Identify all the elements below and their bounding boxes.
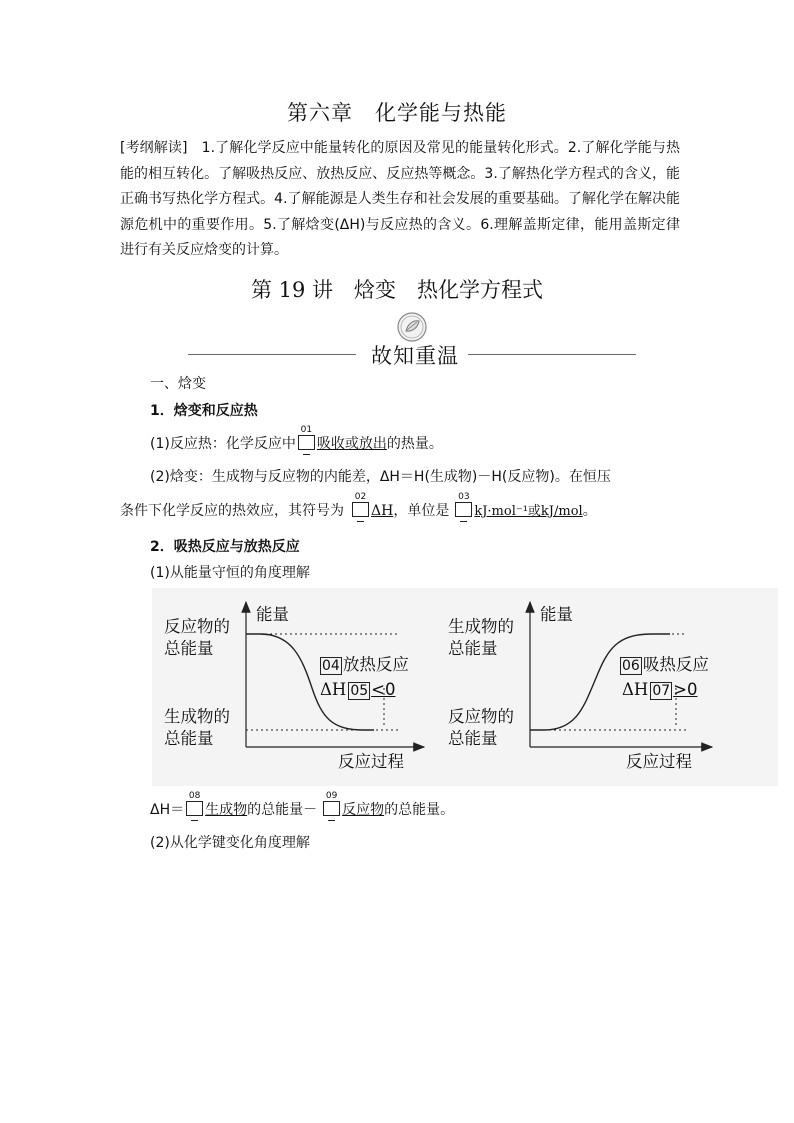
left-x-axis-label: 反应过程 [338,752,404,771]
right-bottom-label-2: 总能量 [448,729,498,748]
answer-number-box [352,492,369,517]
left-bottom-label-2: 总能量 [164,729,214,748]
chapter-title: 第六章 化学能与热能 [287,101,507,125]
answer-text: 生成物 [205,802,248,818]
leaf-emblem-icon [396,311,428,343]
right-top-label-2: 总能量 [448,639,498,658]
answer-text: 反应物 [342,802,385,818]
right-dh-label [622,679,697,701]
answer-number: 01 [300,425,313,435]
syllabus-tag: [考纲解读] [120,140,188,156]
item-reaction-heat [150,425,443,454]
item2-mid: ，单位是 [393,503,450,519]
item2-prefix: 条件下化学反应的热效应，其符号为 [120,503,344,519]
energy-diagrams [152,588,778,786]
answer-number-box [323,791,340,816]
right-dh: ΔH [622,680,649,699]
subsection-heading-2: 2．吸热反应与放热反应 [150,539,300,555]
syllabus-paragraph [120,136,680,264]
right-reaction-type: 吸热反应 [642,655,709,674]
answer-text: ΔH [371,503,394,519]
answer-text: 吸收或放出 [316,436,387,452]
left-bottom-label-1: 生成物的 [164,707,230,726]
item1-suffix: 的热量。 [386,436,443,452]
left-top-label-2: 总能量 [164,639,214,658]
right-reaction-label [620,654,709,676]
left-y-axis-label: 能量 [256,605,289,624]
answer-number-box [455,492,472,517]
formula-end: 的总能量。 [384,802,455,818]
right-top-label-1: 生成物的 [448,617,514,636]
banner-divider-right [468,354,636,355]
item-enthalpy-line2 [120,492,597,522]
section-heading: 一、焓变 [150,376,206,392]
diagram-number-box: 04 [322,658,340,674]
right-dh-relation: >0 [673,680,698,699]
item-energy-conservation: (1)从能量守恒的角度理解 [150,565,310,581]
answer-number: 08 [188,791,201,801]
subsection-heading-1: 1．焓变和反应热 [150,403,258,419]
left-dh-label [320,679,395,701]
formula-prefix: ΔH＝ [150,802,185,818]
diagram-number-box: 07 [652,683,671,699]
left-reaction-label [320,654,409,676]
right-bottom-label-1: 反应物的 [448,707,514,726]
formula-mid: 的总能量－ [247,802,318,818]
answer-text: kJ·mol⁻¹或kJ/mol [474,504,583,519]
item2-end: 。 [582,503,597,519]
left-reaction-type: 放热反应 [342,655,409,674]
left-dh: ΔH [320,680,347,699]
answer-number: 02 [354,492,367,502]
banner-title: 故知重温 [371,344,459,368]
item1-prefix: (1)反应热：化学反应中 [150,436,296,452]
answer-number: 03 [458,492,470,502]
lecture-title: 第 19 讲 焓变 热化学方程式 [250,278,544,302]
syllabus-text: 1.了解化学反应中能量转化的原因及常见的能量转化形式。2.了解化学能与热能的相互转化。了解吸热反应、放热反应、反应热等概念。3.了解热化学方程式的含义，能正确书写热化学方程式。4.了解能源是人类生存和社会发展的重要基础。了解化学在解决能源危机中的重要作用。5.了解焓变(ΔH)与反应热的含义。6.理解盖斯定律，能用盖斯定律进行有关反应焓变的计算。 [120,140,680,258]
banner-divider-left [188,354,356,355]
enthalpy-formula [150,791,455,820]
item-enthalpy-line1: (2)焓变：生成物与反应物的内能差，ΔH＝H(生成物)－H(反应物)。在恒压 [150,469,611,485]
answer-number-box [186,791,203,816]
item-chemical-bond: (2)从化学键变化角度理解 [150,835,310,851]
diagram-number-box: 05 [350,683,369,699]
answer-number: 09 [325,791,338,801]
right-x-axis-label: 反应过程 [626,752,692,771]
left-top-label-1: 反应物的 [164,617,230,636]
diagram-number-box: 06 [622,658,640,674]
right-y-axis-label: 能量 [540,605,573,624]
left-dh-relation: <0 [371,680,396,699]
answer-number-box [298,425,315,450]
